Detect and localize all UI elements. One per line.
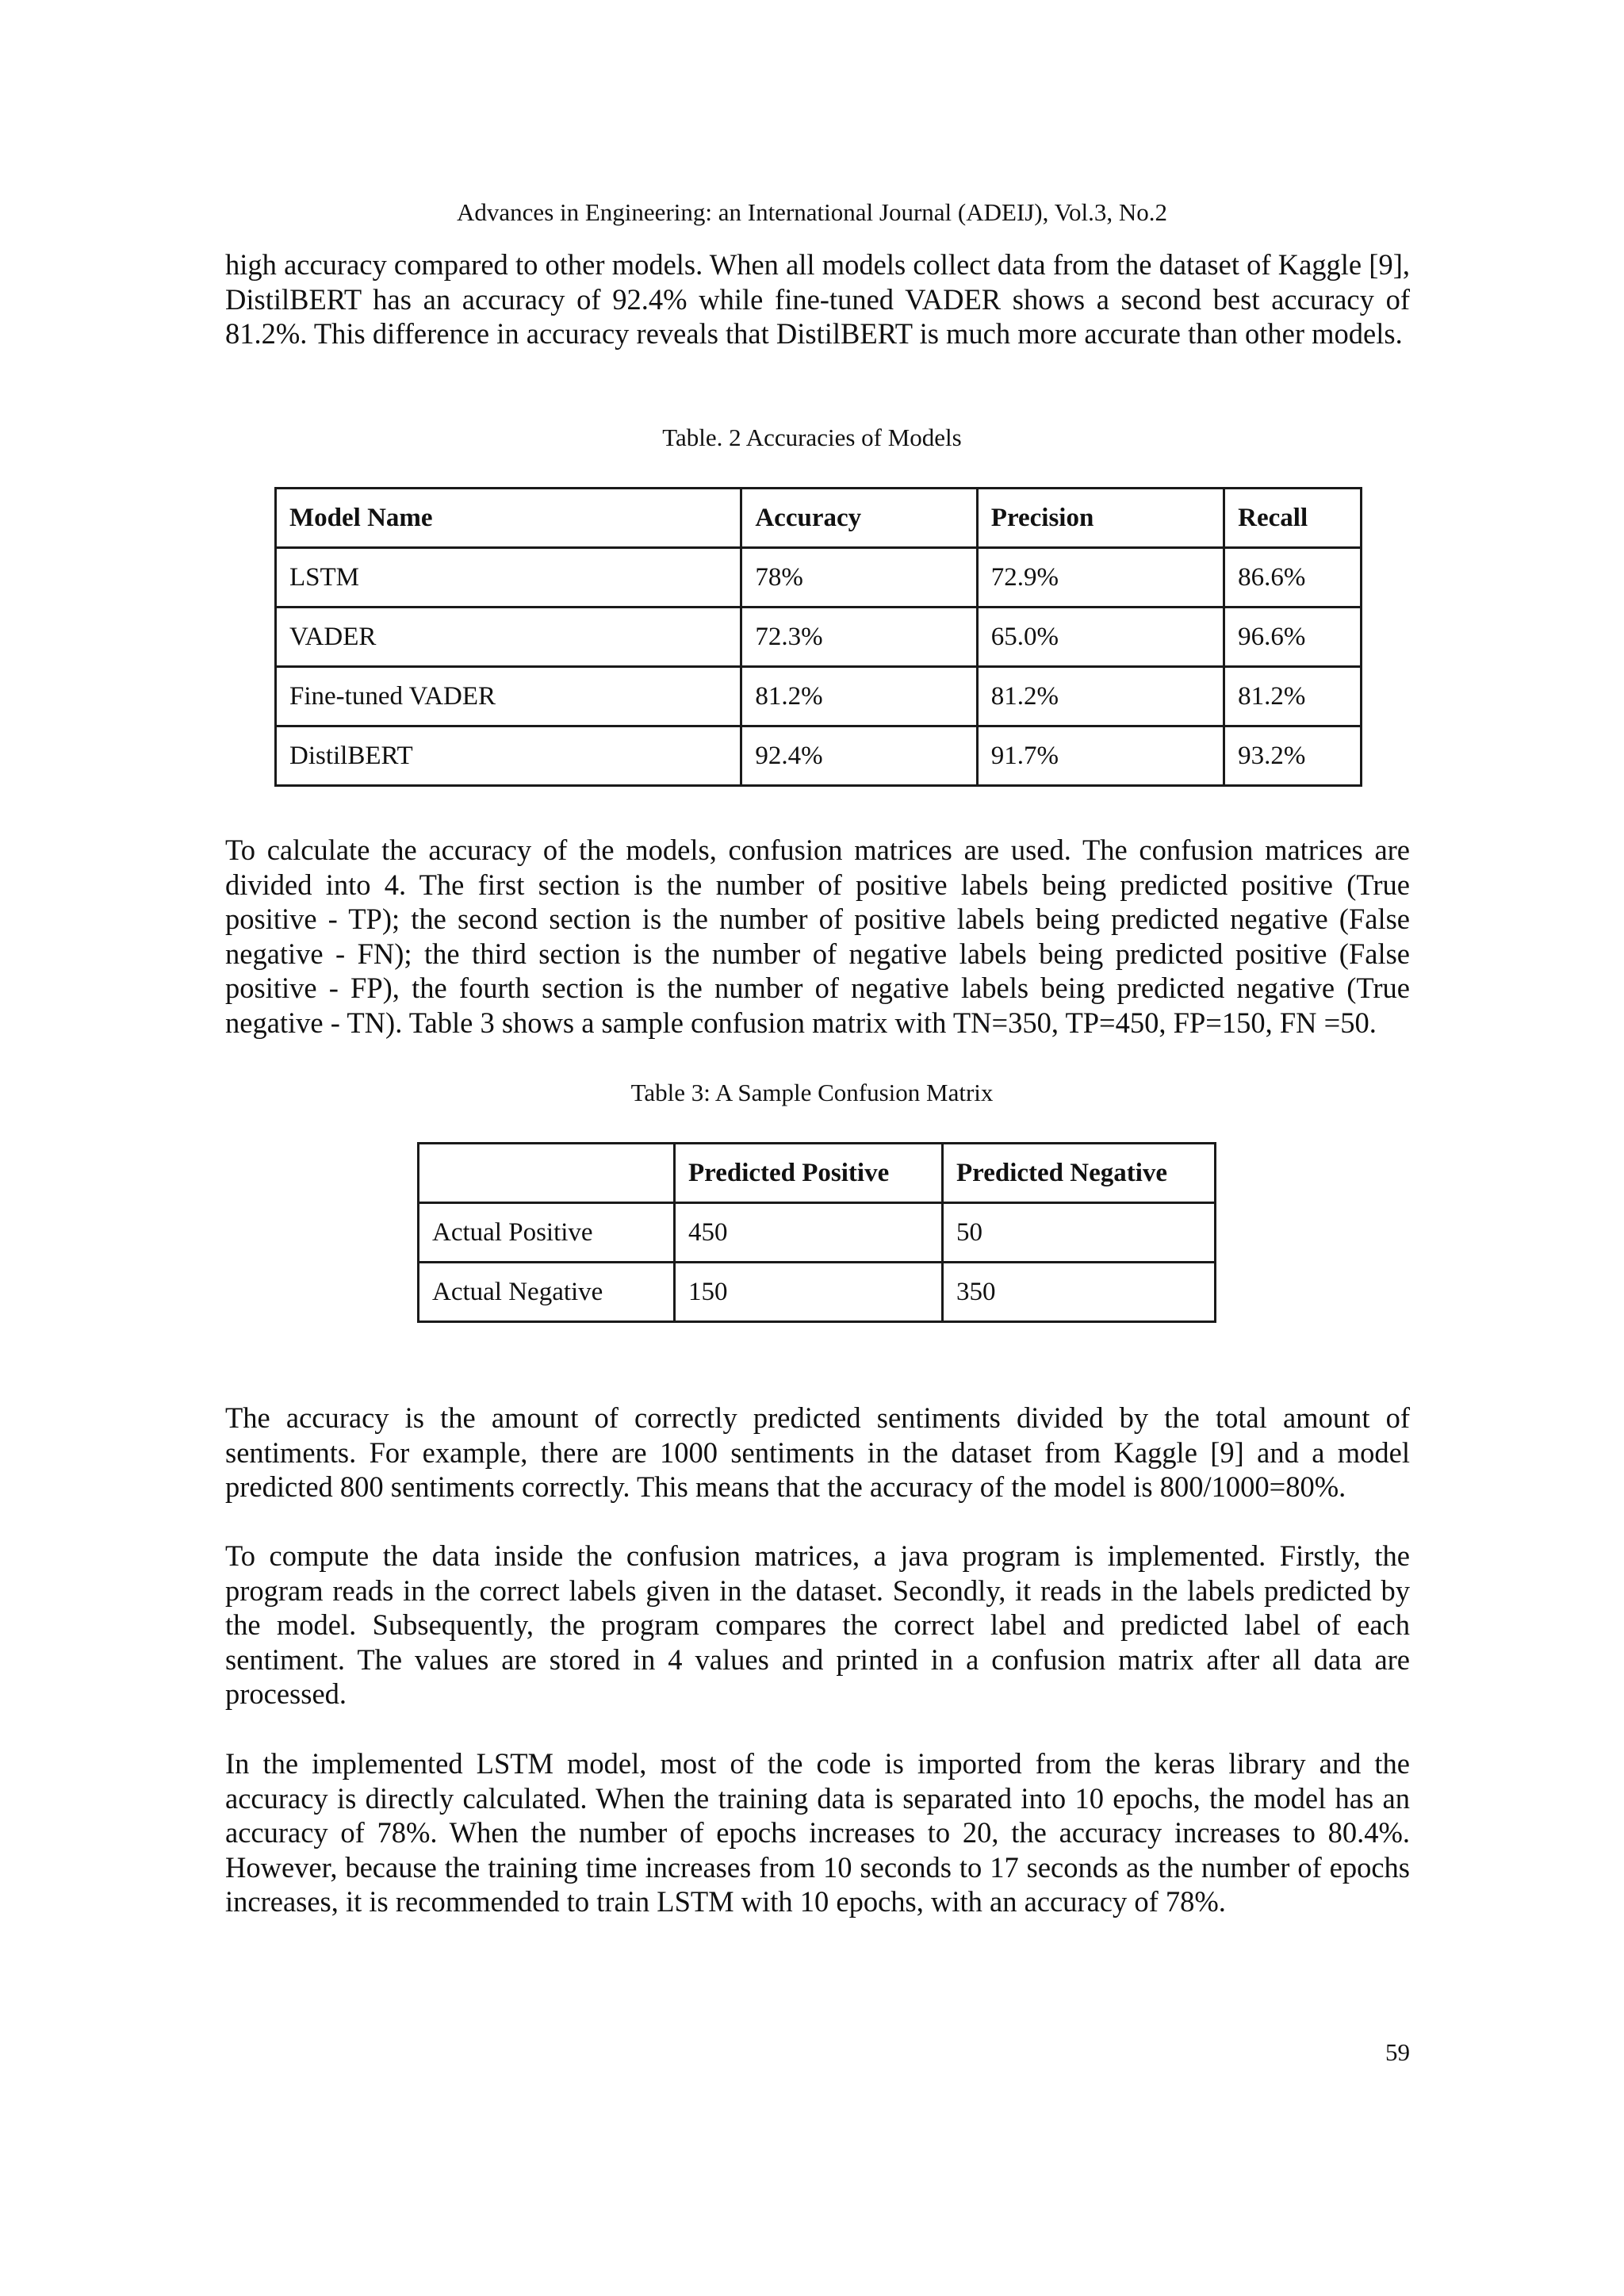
table-cell: 78% [741, 548, 977, 608]
paragraph-confusion-matrix: To calculate the accuracy of the models, confusion matrices are used. The confusion matrices are divided into 4. The first section is the number of positive labels being predicted positive (True positive - TP); the second section is the number of positive labels being predicted negative (False negative - FN); the third section is the number of negative labels being predicted positive (False positive - FP), the fourth section is the number of negative labels being predicted negative (True negative - TN). Table 3 shows a sample confusion matrix with TN=350, TP=450, FP=150, FN =50. [225, 834, 1410, 1039]
header-cell: Recall [1224, 489, 1362, 548]
table-cell: Fine-tuned VADER [276, 667, 741, 726]
page-number: 59 [1385, 2038, 1410, 2066]
table-row [276, 667, 1362, 726]
table-cell: 81.2% [1224, 667, 1362, 726]
running-header: Advances in Engineering: an International Journal (ADEIJ), Vol.3, No.2 [457, 198, 1167, 226]
table-cell: VADER [276, 608, 741, 667]
header-cell: Predicted Positive [675, 1144, 943, 1203]
table-row [276, 726, 1362, 786]
table2-caption: Table. 2 Accuracies of Models [662, 424, 962, 451]
header-cell: Accuracy [741, 489, 977, 548]
table-cell: 450 [675, 1203, 943, 1263]
paragraph-java-program: To compute the data inside the confusion matrices, a java program is implemented. Firstly, the program reads in the correct labels given in the dataset. Secondly, it reads in the labels predicted by the model. Subsequently, the program compares the correct label and predicted label of each sentiment. The values are stored in 4 values and printed in a confusion matrix after all data are processed. [225, 1539, 1410, 1710]
table-row [276, 608, 1362, 667]
table-cell: 72.9% [977, 548, 1224, 608]
table-header-row [419, 1144, 1216, 1203]
header-cell: Model Name [276, 489, 741, 548]
paragraph-lstm: In the implemented LSTM model, most of the code is imported from the keras library and the accuracy is directly calculated. When the training data is separated into 10 epochs, the model has an accuracy of 78%. When the number of epochs increases to 20, the accuracy increases to 80.4%. However, because the training time increases from 10 seconds to 17 seconds as the number of epochs increases, it is recommended to train LSTM with 10 epochs, with an accuracy of 78%. [225, 1747, 1410, 1918]
paragraph-accuracy-definition: The accuracy is the amount of correctly predicted sentiments divided by the total amount of sentiments. For example, there are 1000 sentiments in the dataset from Kaggle [9] and a model predicted 800 sentiments correctly. This means that the accuracy of the model is 800/1000=80%. [225, 1401, 1410, 1503]
table-cell: Actual Positive [419, 1203, 675, 1263]
table-cell: 50 [943, 1203, 1216, 1263]
table-row [276, 548, 1362, 608]
table-cell: 91.7% [977, 726, 1224, 786]
header-cell [419, 1144, 675, 1203]
table-cell: 86.6% [1224, 548, 1362, 608]
table-cell: 81.2% [741, 667, 977, 726]
table-cell: 92.4% [741, 726, 977, 786]
table-cell: 81.2% [977, 667, 1224, 726]
table-cell: 96.6% [1224, 608, 1362, 667]
table-accuracies [274, 487, 1362, 787]
header-cell: Predicted Negative [943, 1144, 1216, 1203]
header-cell: Precision [977, 489, 1224, 548]
table-cell: Actual Negative [419, 1263, 675, 1322]
table-row [419, 1203, 1216, 1263]
table-confusion-matrix [417, 1142, 1216, 1323]
table-cell: LSTM [276, 548, 741, 608]
paragraph-intro: high accuracy compared to other models. When all models collect data from the dataset of Kaggle [9], DistilBERT has an accuracy of 92.4% while fine-tuned VADER shows a second best accuracy of 81.2%. This difference in accuracy reveals that DistilBERT is much more accurate than other models. [225, 248, 1410, 350]
table-cell: 350 [943, 1263, 1216, 1322]
table-cell: 65.0% [977, 608, 1224, 667]
table3-caption: Table 3: A Sample Confusion Matrix [630, 1079, 994, 1106]
table-header-row [276, 489, 1362, 548]
table-cell: DistilBERT [276, 726, 741, 786]
table-cell: 93.2% [1224, 726, 1362, 786]
table-cell: 150 [675, 1263, 943, 1322]
table-cell: 72.3% [741, 608, 977, 667]
table-row [419, 1263, 1216, 1322]
